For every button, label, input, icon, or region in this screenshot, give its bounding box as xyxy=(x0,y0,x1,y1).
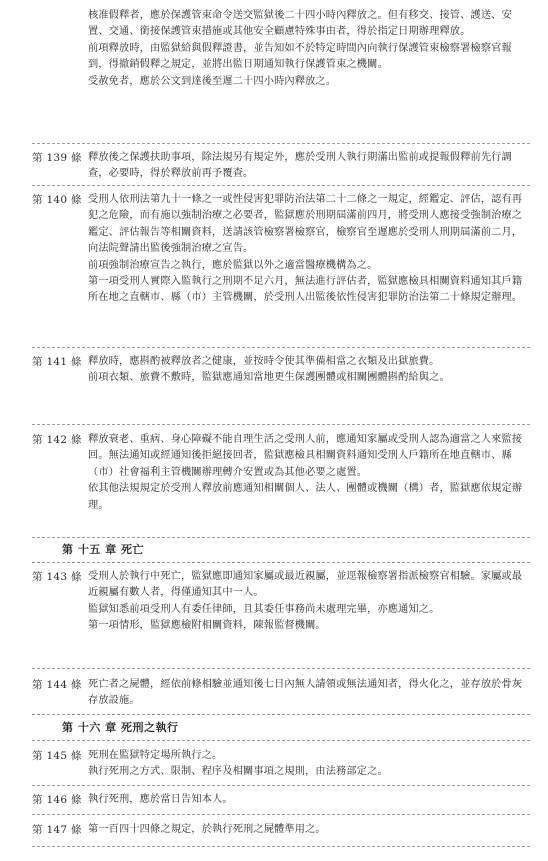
paragraph: 死刑在監獄特定場所執行之。 xyxy=(88,750,223,761)
divider xyxy=(32,537,530,538)
article-number: 第 142 條 xyxy=(32,434,82,446)
article-text xyxy=(88,822,528,838)
paragraph: 前項衣類、旅費不敷時，監獄應通知當地更生保護團體或相關團體斟酌給與之。 xyxy=(88,372,450,384)
article-text xyxy=(88,150,528,183)
article-number: 第 139 條 xyxy=(32,152,82,164)
article-number: 第 143 條 xyxy=(32,571,82,583)
article-text xyxy=(88,354,528,387)
divider xyxy=(32,424,530,425)
chapter-heading: 第 十六 章 死刑之執行 xyxy=(62,721,179,734)
article-text xyxy=(88,569,528,635)
article-number: 第 141 條 xyxy=(32,356,82,368)
paragraph: 釋放衰老、重病、身心障礙不能自理生活之受刑人前，應通知家屬或受刑人認為適當之人來監接回。無法通知或經通知後拒絕接回者，監獄應檢具相關資料通知受刑人戶籍所在地直轄市、縣（市）社會福利主管機關辦理轉介安置或為其他必要之處置。 xyxy=(88,434,523,478)
article-text xyxy=(88,8,528,90)
divider xyxy=(32,668,530,669)
divider xyxy=(32,714,530,715)
paragraph: 前項強制治療宣告之執行，應於監獄以外之適當醫療機構為之。 xyxy=(88,259,378,271)
article-text xyxy=(88,432,528,514)
divider xyxy=(32,185,530,186)
article-number: 第 140 條 xyxy=(32,194,82,206)
paragraph: 第一百四十四條之規定，於執行死刑之屍體準用之。 xyxy=(88,824,326,835)
divider xyxy=(32,740,530,741)
article-number: 第 145 條 xyxy=(32,750,82,762)
paragraph: 死亡者之屍體，經依前條相驗並通知後七日內無人請領或無法通知者，得火化之，並存放於骨灰存放設施。 xyxy=(88,679,523,707)
divider xyxy=(32,814,530,815)
paragraph: 釋放後之保護扶助事項，除法規另有規定外，應於受刑人執行期滿出監前或提報假釋前先行調查，必要時，得於釋放前再予覆查。 xyxy=(88,152,512,180)
divider xyxy=(32,143,530,144)
paragraph: 釋放時，應斟酌被釋放者之健康，並按時令使其準備相當之衣類及出獄旅費。 xyxy=(88,356,440,367)
article-text xyxy=(88,792,528,808)
article-text xyxy=(88,748,528,781)
paragraph: 前項釋放時，由監獄給與假釋證書，並告知如不於特定時間內向執行保護管束檢察署檢察官報到，得撤銷假釋之規定，並將出監日期通知執行保護管束之機關。 xyxy=(88,42,512,71)
paragraph: 執行死刑之方式、限制、程序及相關事項之規則，由法務部定之。 xyxy=(88,766,388,778)
article-text xyxy=(88,192,528,307)
divider xyxy=(32,785,530,786)
divider xyxy=(32,846,530,847)
paragraph: 第一項情形，監獄應檢附相關資料，陳報監督機關。 xyxy=(88,620,326,632)
article-number: 第 146 條 xyxy=(32,794,82,806)
paragraph: 第一項受刑人實際入監執行之刑期不足六月，無法進行評估者，監獄應檢具相關資料通知其戶籍所在地之直轄市、縣（市）主管機關，於受刑人出監後依性侵害犯罪防治法第二十條規定辦理。 xyxy=(88,276,523,304)
divider xyxy=(32,562,530,563)
paragraph: 受刑人依刑法第九十一條之一或性侵害犯罪防治法第二十二條之一規定，經鑑定、評估，認有再犯之危險，而有施以強制治療之必要者，監獄應於刑期屆滿前四月，將受刑人應接受強制治療之鑑定、評估報告等相關資料，送請該管檢察署檢察官，檢察官至遲應於受刑人刑期屆滿前二月，向法院聲請出監後強制治療之宣告。 xyxy=(88,194,523,255)
paragraph: 核准假釋者，應於保護管束命令送交監獄後二十四小時內釋放之。但有移交、接管、護送、安置、交通、銜接保護管束措施或其他安全顧慮特殊事由者，得於指定日期辦理釋放。 xyxy=(88,10,512,38)
article-text xyxy=(88,677,528,710)
paragraph: 監獄知悉前項受刑人有委任律師，且其委任事務尚未處理完畢，亦應通知之。 xyxy=(88,603,440,615)
paragraph: 受赦免者，應於公文到達後至遲二十四小時內釋放之。 xyxy=(88,75,337,87)
chapter-heading: 第 十五 章 死亡 xyxy=(62,543,144,556)
article-number: 第 147 條 xyxy=(32,824,82,836)
paragraph: 執行死刑，應於當日告知本人。 xyxy=(88,794,233,805)
paragraph: 受刑人於執行中死亡，監獄應即通知家屬或最近親屬，並逕報檢察署指派檢察官相驗。家屬或最近親屬有數人者，得僅通知其中一人。 xyxy=(88,571,523,599)
article-number: 第 144 條 xyxy=(32,679,82,691)
paragraph: 依其他法規規定於受刑人釋放前應通知相關個人、法人、團體或機關（構）者，監獄應依規定辦理。 xyxy=(88,483,523,511)
divider xyxy=(32,347,530,348)
